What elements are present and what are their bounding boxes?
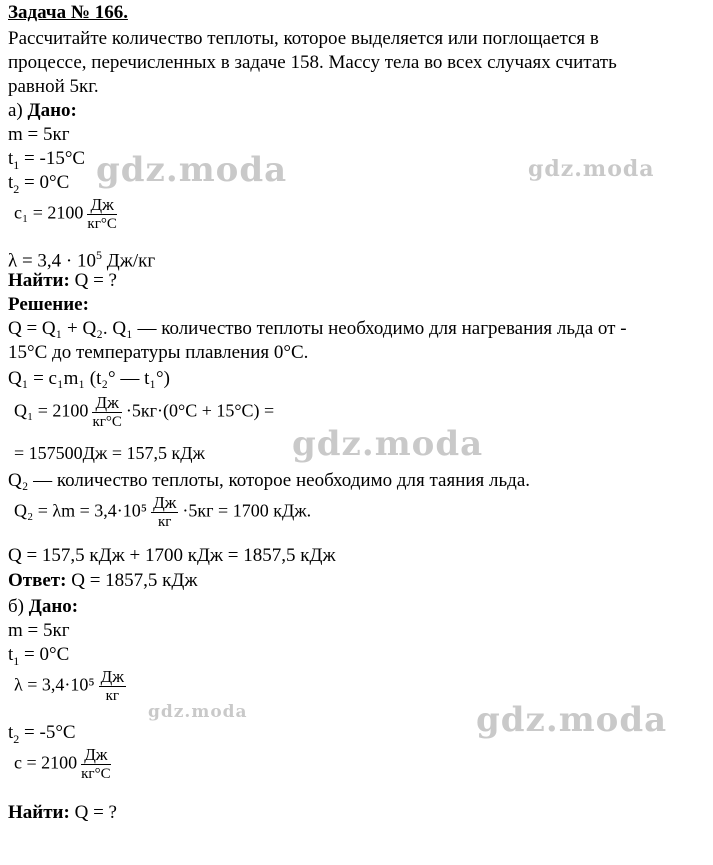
t2-value: = 0°C — [19, 172, 70, 193]
part-b-label: б) — [8, 596, 29, 617]
b-c-lhs: c = 2100 — [14, 752, 78, 773]
t1-subscript: 1 — [13, 157, 20, 172]
calc1-rhs: ·5кг·(0°C + 15°C) = — [125, 400, 275, 421]
lambda-exponent: 5 — [96, 248, 103, 262]
calc2-numerator: Дж — [153, 493, 177, 512]
watermark-3: gdz.moda — [292, 424, 484, 464]
c1-denominator: кг°C — [87, 216, 117, 232]
calc2-lhs: Q₂ = λm = 3,4·10⁵ — [14, 500, 148, 521]
b-t2-symbol: t — [8, 722, 14, 743]
b-t1-subscript: 1 — [13, 653, 20, 668]
answer-value: Q = 1857,5 кДж — [66, 570, 198, 591]
b-t1-value: = 0°C — [19, 644, 70, 665]
find-label: Найти: — [8, 270, 70, 291]
t1-value: = -15°C — [19, 148, 86, 169]
watermark-1: gdz.moda — [96, 150, 288, 190]
part-a-find — [8, 270, 117, 292]
solution-line-2: 15°C до температуры плавления 0°C. — [8, 342, 309, 363]
calc-q2-formula — [14, 494, 311, 531]
part-b-given-label: Дано: — [28, 596, 79, 617]
part-a-given-label: Дано: — [27, 100, 77, 121]
t2-subscript: 2 — [13, 181, 20, 196]
solution-line-3: Q₁ = c₁m₁ (t₂° — t₁°) — [8, 368, 170, 389]
calc2-fraction — [151, 494, 178, 531]
b-t2-value: = -5°C — [19, 722, 76, 743]
intro-line-1: Рассчитайте количество теплоты, которое выделяется или поглощается в — [8, 28, 599, 49]
part-a-lambda — [8, 244, 155, 272]
b-lambda-denominator: кг — [105, 688, 120, 704]
calc-q1-result: = 157500Дж = 157,5 кДж — [14, 443, 205, 463]
b-c-fraction — [81, 746, 110, 783]
b-find-value: Q = ? — [69, 802, 117, 823]
part-a-heading — [8, 100, 77, 122]
b-t2-subscript: 2 — [13, 731, 20, 746]
q2-description: Q₂ — количество теплоты, которое необходимо для таяния льда. — [8, 470, 531, 491]
find-value: Q = ? — [69, 270, 117, 291]
lambda-unit: Дж/кг — [102, 250, 156, 272]
calc2-rhs: ·5кг = 1700 кДж. — [182, 500, 312, 521]
part-b-mass: m = 5кг — [8, 620, 70, 641]
calc-q1-formula — [14, 394, 274, 431]
part-a-c1-formula — [14, 196, 121, 233]
b-t1-symbol: t — [8, 644, 14, 665]
answer-line — [8, 570, 197, 592]
calc2-denominator: кг — [158, 514, 172, 530]
b-lambda-fraction — [99, 668, 126, 705]
lambda-base: λ = 3,4 · 10 — [8, 250, 97, 272]
part-b-lambda-formula — [14, 668, 130, 705]
calc1-lhs: Q₁ = 2100 — [14, 400, 89, 421]
part-a-label: а) — [8, 100, 28, 121]
b-c-denominator: кг°C — [81, 766, 111, 782]
c1-numerator: Дж — [87, 196, 116, 215]
watermark-4: gdz.moda — [148, 702, 248, 722]
calc1-fraction — [92, 394, 121, 431]
calc1-denominator: кг°C — [92, 414, 122, 430]
b-lambda-numerator: Дж — [100, 667, 124, 686]
watermark-2: gdz.moda — [528, 156, 655, 182]
b-find-label: Найти: — [8, 802, 70, 823]
total-line: Q = 157,5 кДж + 1700 кДж = 1857,5 кДж — [8, 545, 336, 566]
part-a-mass: m = 5кг — [8, 124, 70, 145]
b-c-numerator: Дж — [81, 746, 110, 765]
b-lambda-lhs: λ = 3,4·10⁵ — [14, 674, 95, 695]
c1-fraction — [87, 196, 116, 233]
calc1-numerator: Дж — [92, 394, 121, 413]
solution-label: Решение: — [8, 294, 89, 315]
part-b-c-formula — [14, 746, 115, 783]
task-title: Задача № 166. — [8, 2, 128, 23]
watermark-5: gdz.moda — [476, 700, 668, 740]
c1-lhs: c₁ = 2100 — [14, 202, 84, 223]
intro-line-2: процессе, перечисленных в задаче 158. Массу тела во всех случаях считать — [8, 52, 617, 73]
part-b-heading — [8, 596, 78, 618]
intro-line-3: равной 5кг. — [8, 76, 99, 97]
t2-symbol: t — [8, 172, 14, 193]
t1-symbol: t — [8, 148, 14, 169]
part-b-find — [8, 802, 117, 824]
answer-label: Ответ: — [8, 570, 67, 591]
solution-line-1: Q = Q₁ + Q₂. Q₁ — количество теплоты необходимо для нагревания льда от - — [8, 318, 627, 339]
